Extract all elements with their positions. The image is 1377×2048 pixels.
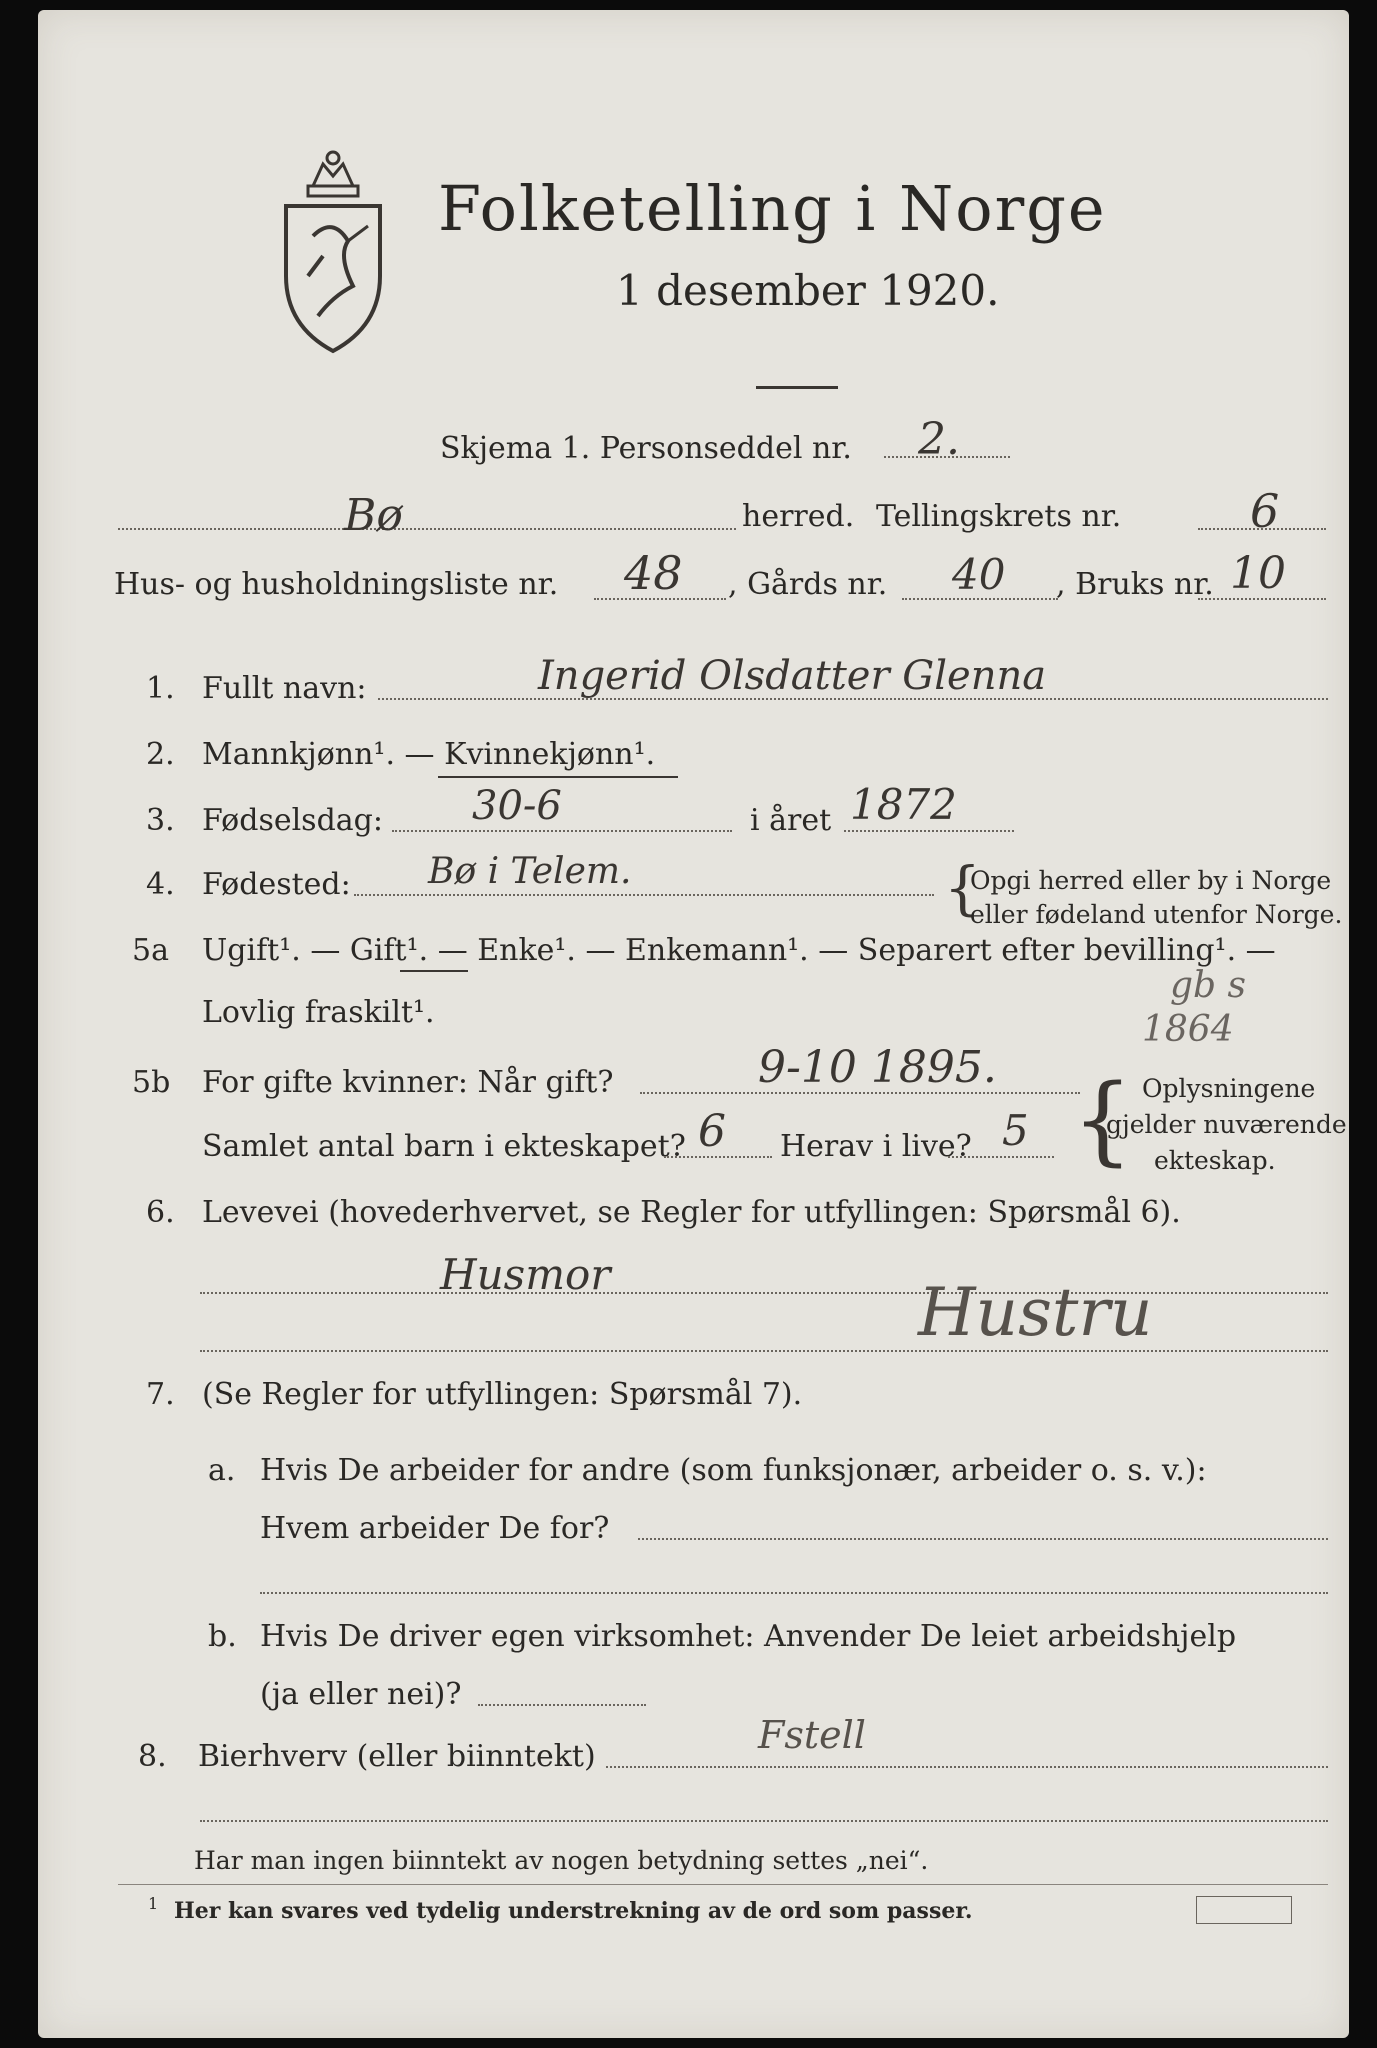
q5b-note-3: ekteskap. xyxy=(1154,1146,1276,1175)
q5b-alive-label: Herav i live? xyxy=(780,1129,972,1164)
q7b-label-2: (ja eller nei)? xyxy=(260,1677,462,1712)
q1-number: 1. xyxy=(146,671,175,706)
q8-line-2 xyxy=(200,1820,1328,1822)
q3-line xyxy=(392,830,732,832)
husholdning-value: 48 xyxy=(624,546,683,600)
q6-annotation: Hustru xyxy=(918,1274,1153,1351)
q5b-note-1: Oplysningene xyxy=(1142,1074,1316,1103)
q8-line-1 xyxy=(606,1766,1328,1768)
q5b-label: For gifte kvinner: Når gift? xyxy=(202,1065,614,1100)
q6-line-2 xyxy=(200,1350,1328,1352)
q5b-alive-line xyxy=(948,1156,1054,1158)
footnote-text: Her kan svares ved tydelig understrekning av de ord som passer. xyxy=(174,1898,973,1924)
bruks-label: , Bruks nr. xyxy=(1056,567,1214,602)
q1-value: Ingerid Olsdatter Glenna xyxy=(538,653,1047,699)
q6-label: Levevei (hovederhvervet, se Regler for utfyllingen: Spørsmål 6). xyxy=(202,1195,1181,1230)
q3-year-value: 1872 xyxy=(850,780,957,829)
coat-of-arms-icon xyxy=(278,146,388,356)
q7a-label-2: Hvem arbeider De for? xyxy=(260,1511,610,1546)
q5b-number: 5b xyxy=(132,1065,171,1100)
q8-number: 8. xyxy=(138,1739,167,1774)
form-title: Folketelling i Norge xyxy=(438,172,1107,245)
q5b-alive-value: 5 xyxy=(1002,1106,1029,1155)
bruks-value: 10 xyxy=(1230,548,1286,599)
herred-label: herred. xyxy=(742,499,855,534)
q7a-label: Hvis De arbeider for andre (som funksjonær, arbeider o. s. v.): xyxy=(260,1453,1207,1488)
q5a-annotation-1: gb s xyxy=(1170,965,1247,1006)
printer-stamp xyxy=(1196,1896,1292,1924)
herred-value: Bø xyxy=(344,490,403,541)
q3-year-line xyxy=(844,830,1014,832)
personseddel-nr: 2. xyxy=(918,414,960,465)
gards-value: 40 xyxy=(952,550,1006,599)
title-rule xyxy=(756,386,838,389)
q5b-note-2: gjelder nuværende xyxy=(1106,1110,1347,1139)
q8-label: Bierhverv (eller biinntekt) xyxy=(198,1739,596,1774)
q7-number: 7. xyxy=(146,1377,175,1412)
q4-brace: { xyxy=(944,854,981,922)
footnote-rule xyxy=(118,1884,1328,1885)
q5b-brace: { xyxy=(1072,1064,1134,1176)
q6-number: 6. xyxy=(146,1195,175,1230)
q6-line-1 xyxy=(200,1292,1328,1294)
q7a-number: a. xyxy=(208,1453,236,1488)
tellingskrets-label: Tellingskrets nr. xyxy=(876,499,1122,534)
q5b-children-label: Samlet antal barn i ekteskapet? xyxy=(202,1129,686,1164)
census-form xyxy=(38,10,1349,2038)
footnote-mark: 1 xyxy=(148,1894,159,1913)
husholdning-label: Hus- og husholdningsliste nr. xyxy=(114,567,559,602)
q7-label: (Se Regler for utfyllingen: Spørsmål 7). xyxy=(202,1377,803,1412)
q1-label: Fullt navn: xyxy=(202,671,367,706)
q3-number: 3. xyxy=(146,803,175,838)
q5b-children-value: 6 xyxy=(698,1106,726,1157)
q7b-label: Hvis De driver egen virksomhet: Anvender De leiet arbeidshjelp xyxy=(260,1619,1237,1654)
q5a-underline xyxy=(400,970,468,972)
q3-value: 30-6 xyxy=(472,783,562,829)
q7b-number: b. xyxy=(208,1619,237,1654)
q7a-line-2 xyxy=(260,1592,1328,1594)
q4-line xyxy=(354,894,934,896)
q3-year-label: i året xyxy=(750,803,832,838)
herred-line xyxy=(118,528,736,530)
q4-label: Fødested: xyxy=(202,867,351,902)
q7a-line-1 xyxy=(638,1538,1328,1540)
nei-note: Har man ingen biinntekt av nogen betydning settes „nei“. xyxy=(194,1846,929,1875)
gards-label: , Gårds nr. xyxy=(728,567,888,602)
tellingskrets-value: 6 xyxy=(1250,484,1280,538)
q4-number: 4. xyxy=(146,867,175,902)
q6-value: Husmor xyxy=(440,1250,611,1299)
q8-value: Fstell xyxy=(758,1713,866,1757)
q4-note-1: Opgi herred eller by i Norge xyxy=(970,866,1332,895)
q2-underline xyxy=(438,776,678,778)
q5a-annotation-2: 1864 xyxy=(1142,1009,1234,1050)
q4-value: Bø i Telem. xyxy=(428,851,632,892)
q3-label: Fødselsdag: xyxy=(202,803,383,838)
q5a-number: 5a xyxy=(132,933,169,968)
q5a-text: Ugift¹. — Gift¹. — Enke¹. — Enkemann¹. — Separert efter bevilling¹. — xyxy=(202,933,1276,968)
q2-text: Mannkjønn¹. — Kvinnekjønn¹. xyxy=(202,737,656,772)
q4-note-2: eller fødeland utenfor Norge. xyxy=(970,900,1343,929)
q2-number: 2. xyxy=(146,737,175,772)
census-date: 1 desember 1920. xyxy=(616,266,1000,315)
skjema-label: Skjema 1. Personseddel nr. xyxy=(440,431,852,466)
q5a-text-2: Lovlig fraskilt¹. xyxy=(202,995,435,1030)
q7b-line xyxy=(478,1704,646,1706)
q5b-value: 9-10 1895. xyxy=(758,1042,997,1093)
